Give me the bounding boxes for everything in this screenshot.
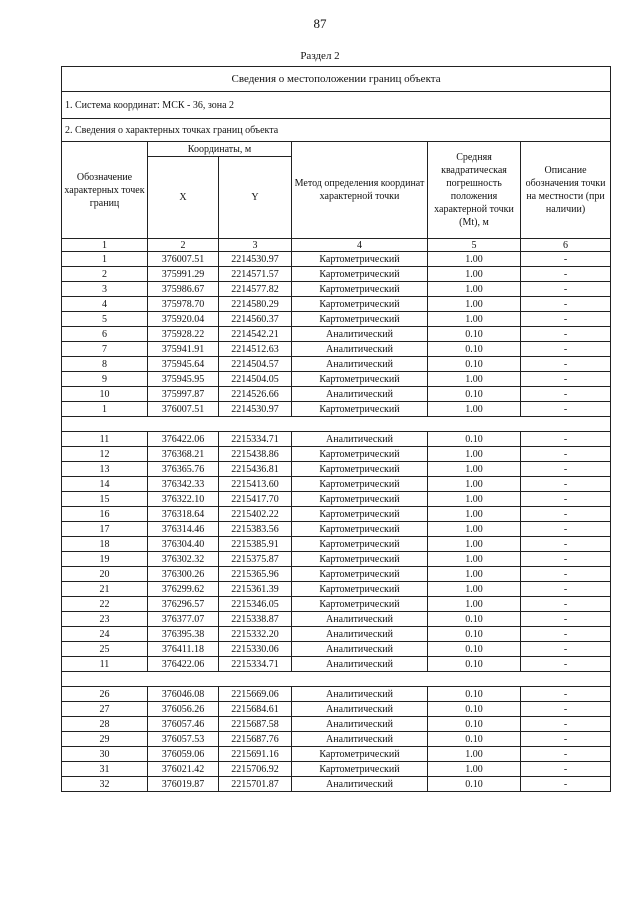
cell-method: Картометрический xyxy=(292,597,428,612)
cell-description: - xyxy=(521,687,611,702)
cell-error: 0.10 xyxy=(428,612,521,627)
table-row xyxy=(62,432,611,447)
cell-point-id: 24 xyxy=(62,627,148,642)
cell-method: Аналитический xyxy=(292,627,428,642)
cell-method: Аналитический xyxy=(292,432,428,447)
cell-description: - xyxy=(521,717,611,732)
cell-description: - xyxy=(521,387,611,402)
cell-error: 1.00 xyxy=(428,582,521,597)
cell-description: - xyxy=(521,342,611,357)
cell-description: - xyxy=(521,612,611,627)
cell-y: 2215402.22 xyxy=(219,507,292,522)
cell-y: 2214504.05 xyxy=(219,372,292,387)
cell-method: Картометрический xyxy=(292,567,428,582)
section-label: Раздел 2 xyxy=(300,50,340,62)
table-row xyxy=(62,507,611,522)
cell-method: Картометрический xyxy=(292,507,428,522)
cell-method: Аналитический xyxy=(292,732,428,747)
table-row xyxy=(62,312,611,327)
cell-error: 0.10 xyxy=(428,357,521,372)
cell-description: - xyxy=(521,492,611,507)
table-row xyxy=(62,732,611,747)
column-number: 2 xyxy=(148,239,219,252)
cell-method: Аналитический xyxy=(292,327,428,342)
column-number: 1 xyxy=(62,239,148,252)
cell-point-id: 9 xyxy=(62,372,148,387)
cell-point-id: 8 xyxy=(62,357,148,372)
cell-x: 376057.53 xyxy=(148,732,219,747)
cell-y: 2215365.96 xyxy=(219,567,292,582)
cell-point-id: 10 xyxy=(62,387,148,402)
table-row xyxy=(62,567,611,582)
cell-point-id: 17 xyxy=(62,522,148,537)
cell-x: 376314.46 xyxy=(148,522,219,537)
cell-error: 0.10 xyxy=(428,387,521,402)
cell-x: 375920.04 xyxy=(148,312,219,327)
cell-method: Аналитический xyxy=(292,387,428,402)
header-y: Y xyxy=(219,157,292,239)
cell-error: 0.10 xyxy=(428,327,521,342)
cell-point-id: 14 xyxy=(62,477,148,492)
cell-error: 1.00 xyxy=(428,567,521,582)
cell-error: 1.00 xyxy=(428,372,521,387)
cell-y: 2214577.82 xyxy=(219,282,292,297)
cell-description: - xyxy=(521,327,611,342)
cell-error: 1.00 xyxy=(428,477,521,492)
cell-x: 375928.22 xyxy=(148,327,219,342)
cell-method: Аналитический xyxy=(292,687,428,702)
cell-point-id: 13 xyxy=(62,462,148,477)
cell-point-id: 18 xyxy=(62,537,148,552)
cell-point-id: 7 xyxy=(62,342,148,357)
cell-x: 376304.40 xyxy=(148,537,219,552)
cell-y: 2215417.70 xyxy=(219,492,292,507)
cell-x: 376299.62 xyxy=(148,582,219,597)
table-row xyxy=(62,702,611,717)
table-row xyxy=(62,387,611,402)
cell-error: 0.10 xyxy=(428,702,521,717)
cell-error: 1.00 xyxy=(428,537,521,552)
cell-x: 376019.87 xyxy=(148,777,219,792)
cell-point-id: 30 xyxy=(62,747,148,762)
table-row xyxy=(62,687,611,702)
table-row xyxy=(62,342,611,357)
cell-error: 0.10 xyxy=(428,627,521,642)
cell-method: Картометрический xyxy=(292,552,428,567)
cell-description: - xyxy=(521,777,611,792)
cell-description: - xyxy=(521,507,611,522)
table-row xyxy=(62,642,611,657)
cell-y: 2214571.57 xyxy=(219,267,292,282)
cell-method: Картометрический xyxy=(292,297,428,312)
cell-description: - xyxy=(521,252,611,267)
cell-error: 0.10 xyxy=(428,642,521,657)
cell-method: Картометрический xyxy=(292,762,428,777)
table-row xyxy=(62,552,611,567)
table-title: Сведения о местоположении границ объекта xyxy=(62,67,611,92)
cell-x: 376368.21 xyxy=(148,447,219,462)
cell-x: 376007.51 xyxy=(148,402,219,417)
cell-error: 1.00 xyxy=(428,762,521,777)
cell-y: 2215436.81 xyxy=(219,462,292,477)
cell-x: 376342.33 xyxy=(148,477,219,492)
cell-x: 375978.70 xyxy=(148,297,219,312)
cell-error: 1.00 xyxy=(428,447,521,462)
cell-error: 0.10 xyxy=(428,432,521,447)
group-separator-row xyxy=(62,417,611,432)
table-row xyxy=(62,252,611,267)
cell-y: 2215385.91 xyxy=(219,537,292,552)
column-number: 3 xyxy=(219,239,292,252)
table-row xyxy=(62,327,611,342)
table-row xyxy=(62,612,611,627)
points-heading: 2. Сведения о характерных точках границ объекта xyxy=(62,119,611,142)
cell-x: 376021.42 xyxy=(148,762,219,777)
table-row xyxy=(62,462,611,477)
cell-error: 1.00 xyxy=(428,552,521,567)
cell-y: 2215361.39 xyxy=(219,582,292,597)
cell-error: 1.00 xyxy=(428,252,521,267)
cell-error: 1.00 xyxy=(428,282,521,297)
cell-point-id: 21 xyxy=(62,582,148,597)
group-separator-cell xyxy=(62,417,611,432)
table-row xyxy=(62,297,611,312)
cell-method: Картометрический xyxy=(292,462,428,477)
cell-y: 2214512.63 xyxy=(219,342,292,357)
cell-description: - xyxy=(521,597,611,612)
cell-description: - xyxy=(521,372,611,387)
cell-point-id: 3 xyxy=(62,282,148,297)
cell-method: Аналитический xyxy=(292,342,428,357)
cell-x: 375945.95 xyxy=(148,372,219,387)
cell-description: - xyxy=(521,567,611,582)
cell-error: 0.10 xyxy=(428,342,521,357)
table-row xyxy=(62,267,611,282)
cell-method: Картометрический xyxy=(292,282,428,297)
cell-point-id: 16 xyxy=(62,507,148,522)
cell-x: 376296.57 xyxy=(148,597,219,612)
table-row xyxy=(62,372,611,387)
table-row xyxy=(62,597,611,612)
cell-description: - xyxy=(521,537,611,552)
cell-method: Картометрический xyxy=(292,312,428,327)
cell-x: 376318.64 xyxy=(148,507,219,522)
group-separator-row xyxy=(62,672,611,687)
cell-description: - xyxy=(521,642,611,657)
boundary-points-table xyxy=(61,66,611,792)
header-description: Описание обозначения точки на местности (при наличии) xyxy=(521,142,611,239)
cell-y: 2215701.87 xyxy=(219,777,292,792)
cell-y: 2215330.06 xyxy=(219,642,292,657)
cell-y: 2214530.97 xyxy=(219,252,292,267)
cell-y: 2215691.16 xyxy=(219,747,292,762)
cell-x: 376056.26 xyxy=(148,702,219,717)
cell-method: Картометрический xyxy=(292,522,428,537)
table-row xyxy=(62,537,611,552)
cell-description: - xyxy=(521,552,611,567)
cell-method: Картометрический xyxy=(292,372,428,387)
cell-x: 376302.32 xyxy=(148,552,219,567)
cell-method: Картометрический xyxy=(292,477,428,492)
cell-y: 2214530.97 xyxy=(219,402,292,417)
cell-method: Картометрический xyxy=(292,402,428,417)
cell-y: 2215334.71 xyxy=(219,432,292,447)
cell-x: 376411.18 xyxy=(148,642,219,657)
cell-error: 1.00 xyxy=(428,312,521,327)
cell-x: 376059.06 xyxy=(148,747,219,762)
cell-description: - xyxy=(521,357,611,372)
table-row xyxy=(62,717,611,732)
table-row xyxy=(62,447,611,462)
cell-error: 1.00 xyxy=(428,492,521,507)
cell-x: 376377.07 xyxy=(148,612,219,627)
cell-x: 376395.38 xyxy=(148,627,219,642)
cell-x: 375997.87 xyxy=(148,387,219,402)
cell-description: - xyxy=(521,747,611,762)
cell-y: 2215687.76 xyxy=(219,732,292,747)
cell-method: Аналитический xyxy=(292,357,428,372)
cell-x: 375941.91 xyxy=(148,342,219,357)
cell-point-id: 1 xyxy=(62,402,148,417)
cell-description: - xyxy=(521,657,611,672)
page-number: 87 xyxy=(313,16,327,31)
cell-error: 1.00 xyxy=(428,507,521,522)
cell-y: 2214580.29 xyxy=(219,297,292,312)
cell-method: Аналитический xyxy=(292,642,428,657)
cell-x: 376365.76 xyxy=(148,462,219,477)
table-row xyxy=(62,402,611,417)
cell-y: 2215438.86 xyxy=(219,447,292,462)
cell-method: Картометрический xyxy=(292,267,428,282)
cell-x: 376046.08 xyxy=(148,687,219,702)
cell-y: 2214504.57 xyxy=(219,357,292,372)
cell-y: 2215413.60 xyxy=(219,477,292,492)
cell-error: 1.00 xyxy=(428,402,521,417)
cell-x: 375945.64 xyxy=(148,357,219,372)
cell-method: Картометрический xyxy=(292,582,428,597)
cell-error: 0.10 xyxy=(428,732,521,747)
cell-point-id: 15 xyxy=(62,492,148,507)
cell-error: 0.10 xyxy=(428,717,521,732)
cell-x: 376007.51 xyxy=(148,252,219,267)
cell-error: 0.10 xyxy=(428,657,521,672)
table-row xyxy=(62,477,611,492)
cell-point-id: 4 xyxy=(62,297,148,312)
header-method: Метод определения координат характерной точки xyxy=(292,142,428,239)
cell-point-id: 19 xyxy=(62,552,148,567)
cell-error: 1.00 xyxy=(428,462,521,477)
cell-description: - xyxy=(521,312,611,327)
column-number: 4 xyxy=(292,239,428,252)
coordinate-system-line: 1. Система координат: МСК - 36, зона 2 xyxy=(62,92,611,119)
cell-description: - xyxy=(521,402,611,417)
table-row xyxy=(62,777,611,792)
cell-point-id: 5 xyxy=(62,312,148,327)
cell-error: 1.00 xyxy=(428,267,521,282)
cell-method: Картометрический xyxy=(292,492,428,507)
cell-description: - xyxy=(521,762,611,777)
cell-description: - xyxy=(521,477,611,492)
cell-y: 2215346.05 xyxy=(219,597,292,612)
cell-point-id: 25 xyxy=(62,642,148,657)
cell-point-id: 28 xyxy=(62,717,148,732)
cell-point-id: 11 xyxy=(62,657,148,672)
cell-method: Аналитический xyxy=(292,702,428,717)
cell-point-id: 31 xyxy=(62,762,148,777)
cell-point-id: 32 xyxy=(62,777,148,792)
cell-y: 2214542.21 xyxy=(219,327,292,342)
cell-point-id: 6 xyxy=(62,327,148,342)
table-row xyxy=(62,357,611,372)
cell-error: 1.00 xyxy=(428,297,521,312)
cell-description: - xyxy=(521,702,611,717)
cell-point-id: 26 xyxy=(62,687,148,702)
table-row xyxy=(62,657,611,672)
cell-point-id: 2 xyxy=(62,267,148,282)
cell-y: 2215383.56 xyxy=(219,522,292,537)
table-row xyxy=(62,582,611,597)
cell-y: 2215706.92 xyxy=(219,762,292,777)
cell-x: 375991.29 xyxy=(148,267,219,282)
cell-method: Аналитический xyxy=(292,612,428,627)
cell-method: Аналитический xyxy=(292,777,428,792)
header-x: X xyxy=(148,157,219,239)
cell-method: Аналитический xyxy=(292,657,428,672)
cell-point-id: 23 xyxy=(62,612,148,627)
cell-description: - xyxy=(521,627,611,642)
cell-point-id: 1 xyxy=(62,252,148,267)
cell-description: - xyxy=(521,267,611,282)
group-separator-cell xyxy=(62,672,611,687)
cell-y: 2215669.06 xyxy=(219,687,292,702)
cell-description: - xyxy=(521,447,611,462)
cell-description: - xyxy=(521,522,611,537)
cell-x: 376422.06 xyxy=(148,657,219,672)
cell-error: 0.10 xyxy=(428,777,521,792)
cell-method: Картометрический xyxy=(292,447,428,462)
cell-error: 1.00 xyxy=(428,522,521,537)
cell-description: - xyxy=(521,462,611,477)
cell-y: 2215687.58 xyxy=(219,717,292,732)
header-error: Средняя квадратическая погрешность положения характерной точки (Mt), м xyxy=(428,142,521,239)
cell-error: 1.00 xyxy=(428,747,521,762)
cell-method: Картометрический xyxy=(292,537,428,552)
cell-y: 2215375.87 xyxy=(219,552,292,567)
cell-y: 2214560.37 xyxy=(219,312,292,327)
cell-y: 2215684.61 xyxy=(219,702,292,717)
cell-x: 375986.67 xyxy=(148,282,219,297)
cell-point-id: 11 xyxy=(62,432,148,447)
table-row xyxy=(62,747,611,762)
cell-x: 376057.46 xyxy=(148,717,219,732)
cell-y: 2215338.87 xyxy=(219,612,292,627)
cell-y: 2215332.20 xyxy=(219,627,292,642)
cell-method: Картометрический xyxy=(292,747,428,762)
cell-x: 376422.06 xyxy=(148,432,219,447)
cell-description: - xyxy=(521,282,611,297)
cell-method: Картометрический xyxy=(292,252,428,267)
cell-description: - xyxy=(521,297,611,312)
cell-x: 376300.26 xyxy=(148,567,219,582)
cell-method: Аналитический xyxy=(292,717,428,732)
table-row xyxy=(62,522,611,537)
table-row xyxy=(62,282,611,297)
cell-point-id: 20 xyxy=(62,567,148,582)
table-row xyxy=(62,762,611,777)
cell-error: 1.00 xyxy=(428,597,521,612)
cell-description: - xyxy=(521,432,611,447)
header-designation: Обозначение характерных точек границ xyxy=(62,142,148,239)
cell-x: 376322.10 xyxy=(148,492,219,507)
column-number: 5 xyxy=(428,239,521,252)
column-number: 6 xyxy=(521,239,611,252)
header-coordinates: Координаты, м xyxy=(148,142,292,157)
cell-point-id: 29 xyxy=(62,732,148,747)
table-row xyxy=(62,492,611,507)
cell-y: 2215334.71 xyxy=(219,657,292,672)
cell-description: - xyxy=(521,582,611,597)
cell-description: - xyxy=(521,732,611,747)
cell-point-id: 12 xyxy=(62,447,148,462)
cell-point-id: 22 xyxy=(62,597,148,612)
cell-error: 0.10 xyxy=(428,687,521,702)
cell-y: 2214526.66 xyxy=(219,387,292,402)
table-row xyxy=(62,627,611,642)
cell-point-id: 27 xyxy=(62,702,148,717)
